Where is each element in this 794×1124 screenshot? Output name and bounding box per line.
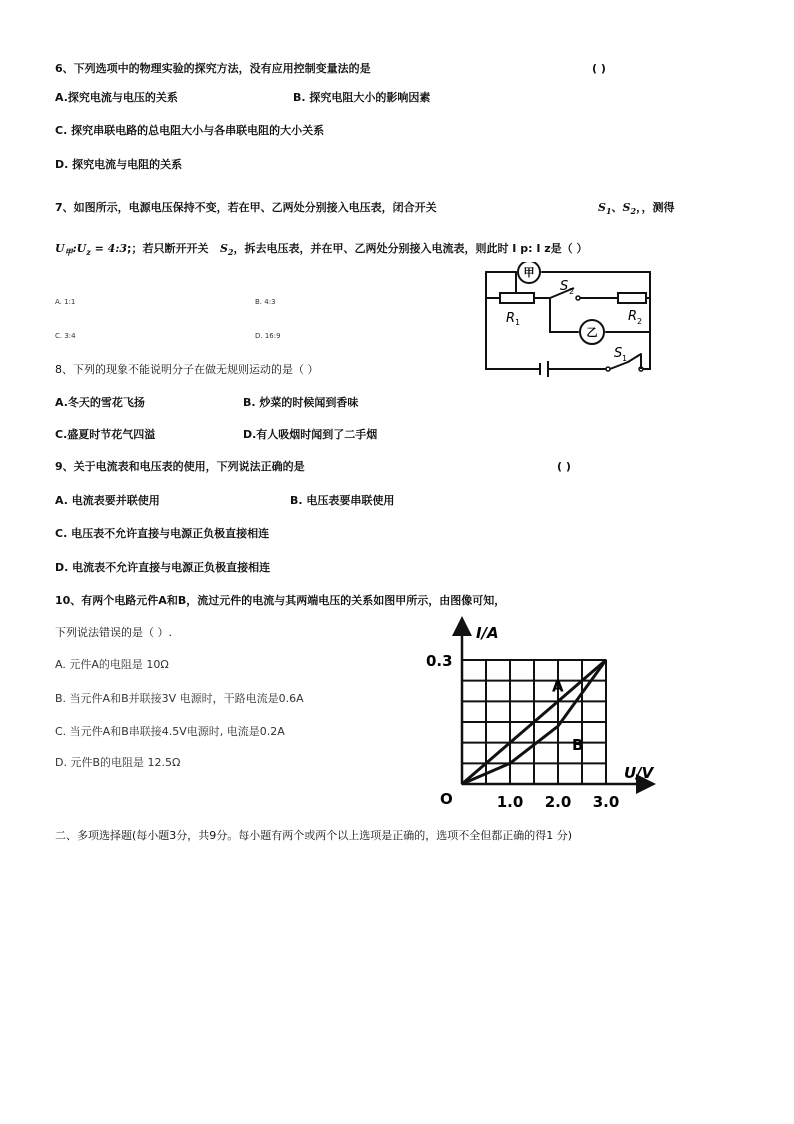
data-point-b xyxy=(509,763,511,765)
data-point-a xyxy=(509,742,511,744)
q8-option-d: D.有人吸烟时闻到了二手烟 xyxy=(243,428,378,441)
data-point-b xyxy=(557,725,559,727)
resistor-r1 xyxy=(500,293,534,303)
q9-option-a: A. 电流表要并联使用 xyxy=(55,494,160,507)
switch-s1-contact-left xyxy=(606,367,610,371)
q7-option-a: A. 1:1 xyxy=(55,298,76,306)
q7-s2-sub: 2 xyxy=(630,206,637,217)
q7-s1-sub: 1 xyxy=(605,206,612,217)
series-label-a: A xyxy=(552,677,564,696)
q9-option-b: B. 电压表要串联使用 xyxy=(290,494,395,507)
switch-s1 xyxy=(610,362,628,369)
q7-ratio-sub1: 甲 xyxy=(64,247,73,258)
data-point-a xyxy=(557,701,559,703)
label-s1: S xyxy=(614,346,623,361)
battery xyxy=(540,361,548,377)
q7-line2-s: S xyxy=(219,242,228,255)
q7-switches: $S_1$、$S_2$，，测得 xyxy=(598,201,675,217)
q8-stem: 8、下列的现象不能说明分子在做无规则运动的是（ ） xyxy=(55,363,319,376)
series-label-b: B xyxy=(572,736,584,755)
q7-option-d: D. 16:9 xyxy=(255,332,281,340)
data-point-b xyxy=(461,783,463,785)
q6-option-d: D. 探究电流与电阻的关系 xyxy=(55,158,183,171)
label-jia: 甲 xyxy=(523,266,535,279)
label-yi: 乙 xyxy=(586,326,598,339)
q7-ratio-value: = 4:3 xyxy=(90,242,128,255)
q7-s1: S xyxy=(598,201,606,214)
q7-option-c: C. 3:4 xyxy=(55,332,76,340)
q7-ratio-u1: U xyxy=(55,242,65,255)
label-s2: S xyxy=(560,279,569,294)
resistor-r2 xyxy=(618,293,646,303)
q8-option-c: C.盛夏时节花气四溢 xyxy=(55,428,156,441)
label-r2-sub: 2 xyxy=(637,317,643,326)
q6-answer-bracket: ( ) xyxy=(592,62,606,75)
q7-stem: 7、如图所示，电源电压保持不变，若在甲、乙两处分别接入电压表，闭合开关 xyxy=(55,201,437,214)
switch-s2-contact xyxy=(576,296,580,300)
x-axis-label: U/V xyxy=(624,764,654,782)
x-tick-label: 1.0 xyxy=(496,793,524,811)
q6-option-b: B. 探究电阻大小的影响因素 xyxy=(293,91,431,104)
label-r2: R xyxy=(628,309,638,324)
q10-option-c: C. 当元件A和B串联接4.5V电源时, 电流是0.2A xyxy=(55,725,285,738)
q10-stem: 10、有两个电路元件A和B，流过元件的电流与其两端电压的关系如图甲所示，由图像可知， xyxy=(55,594,506,607)
circuit-diagram xyxy=(478,262,658,377)
data-point-b xyxy=(605,659,607,661)
q6-option-a: A.探究电流与电压的关系 xyxy=(55,91,178,104)
q7-stem-tail: ，测得 xyxy=(641,201,675,214)
q7-option-b: B. 4:3 xyxy=(255,298,276,306)
q10-option-a: A. 元件A的电阻是 10Ω xyxy=(55,658,169,671)
q7-s2: S xyxy=(622,201,631,214)
q7-line2-s-sub: 2 xyxy=(227,247,234,258)
q6-stem: 6、下列选项中的物理实验的探究方法，没有应用控制变量法的是 xyxy=(55,62,371,75)
section2-heading: 二、多项选择题(每小题3分，共9分。每小题有两个或两个以上选项是正确的，选项不全但都正确的得1 分) xyxy=(55,829,573,842)
q10-sub: 下列说法错误的是（ ）. xyxy=(55,626,172,639)
q9-option-d: D. 电流表不允许直接与电源正负极直接相连 xyxy=(55,561,271,574)
q8-option-a: A.冬天的雪花飞扬 xyxy=(55,396,145,409)
q7-line2 xyxy=(55,242,588,259)
q10-option-b: B. 当元件A和B并联接3V 电源时，干路电流是0.6A xyxy=(55,692,304,705)
q10-option-d: D. 元件B的电阻是 12.5Ω xyxy=(55,756,181,769)
q9-stem: 9、关于电流表和电压表的使用，下列说法正确的是 xyxy=(55,460,305,473)
origin-label: O xyxy=(440,790,453,808)
label-r1-sub: 1 xyxy=(515,318,521,327)
q7-ratio-sep: ; xyxy=(127,242,132,255)
label-r1: R xyxy=(506,311,516,326)
iu-chart xyxy=(420,616,660,816)
y-tick-label: 0.3 xyxy=(426,652,453,670)
label-s2-sub: 2 xyxy=(569,287,575,296)
x-tick-label: 2.0 xyxy=(544,793,572,811)
q7-ratio-sub2: z xyxy=(86,247,91,258)
q7-line2-tail: ，拆去电压表，并在甲、乙两处分别接入电流表，则此时 I p: I z是（ ） xyxy=(233,242,588,255)
q9-answer-bracket: ( ) xyxy=(557,460,571,473)
q6-option-c: C. 探究串联电路的总电阻大小与各串联电阻的大小关系 xyxy=(55,124,325,137)
y-axis-label: I/A xyxy=(476,624,499,642)
q9-option-c: C. 电压表不允许直接与电源正负极直接相连 xyxy=(55,527,270,540)
q7-ratio-mid: :U xyxy=(72,242,87,255)
label-s1-sub: 1 xyxy=(622,354,628,363)
q7-line2-head: ；若只断开开关 xyxy=(131,242,209,255)
q8-option-b: B. 炒菜的时候闻到香味 xyxy=(243,396,359,409)
x-tick-label: 3.0 xyxy=(592,793,620,811)
